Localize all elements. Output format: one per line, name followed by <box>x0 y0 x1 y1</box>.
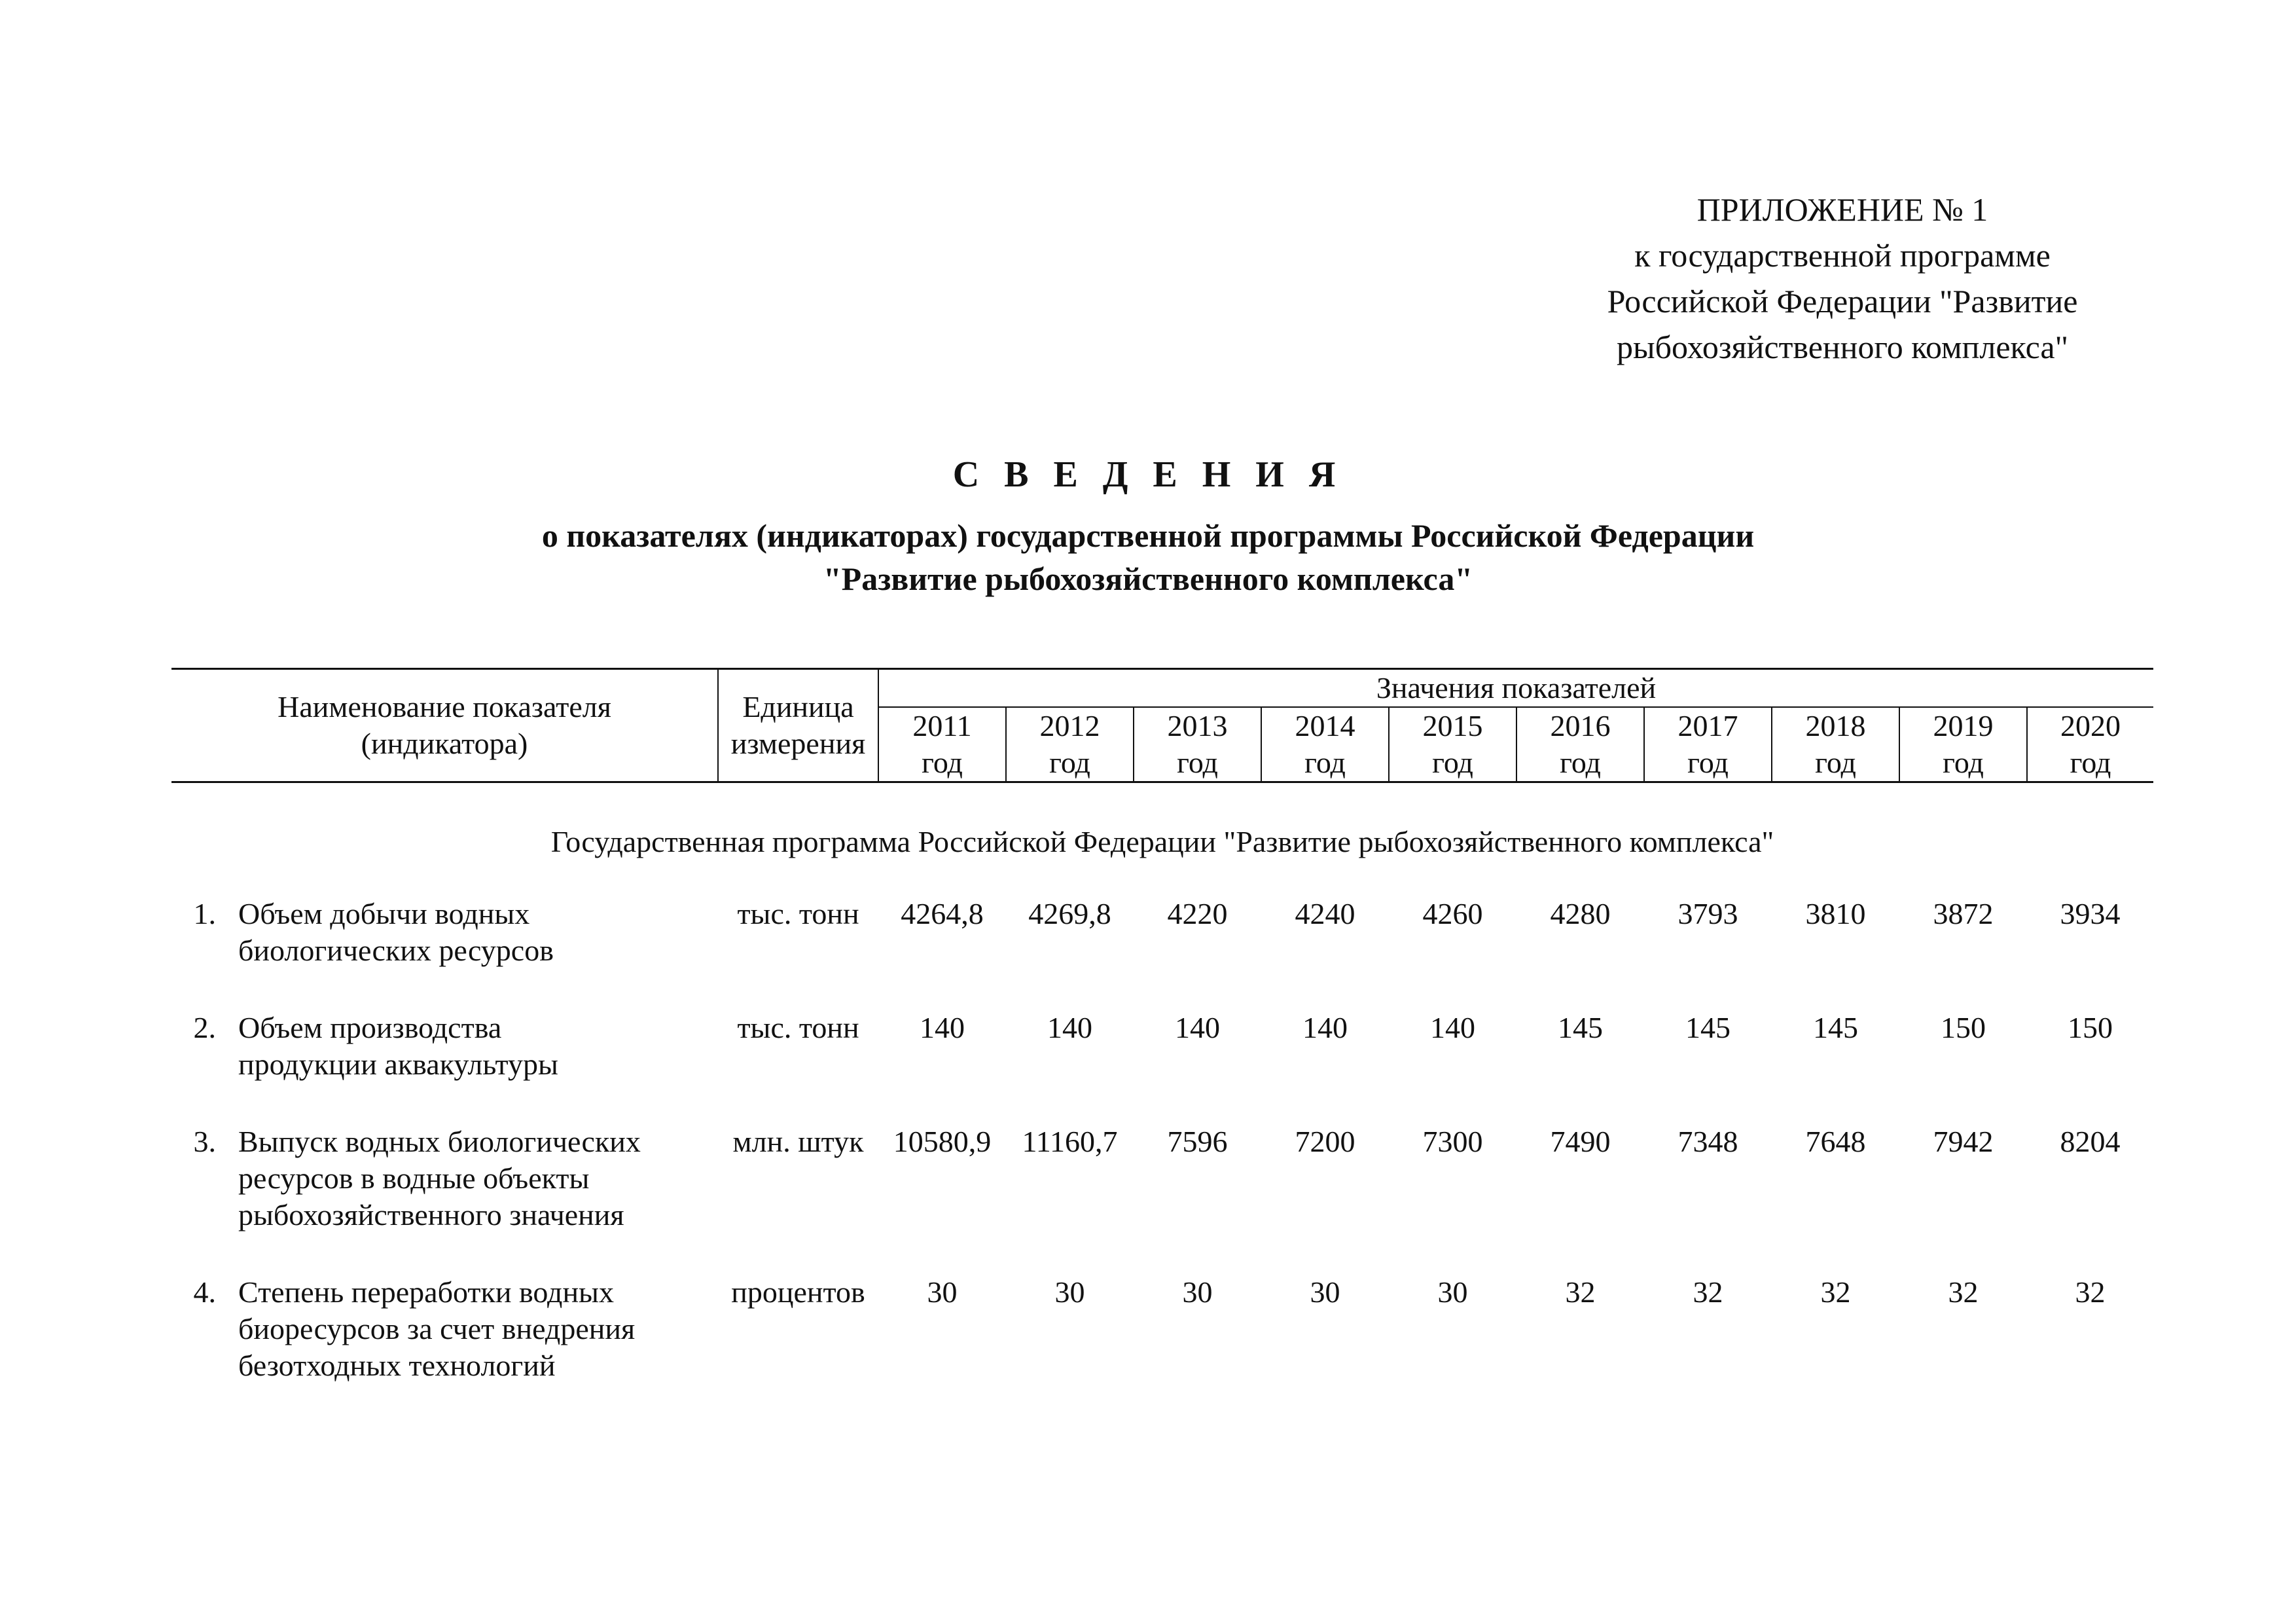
value-2011: 10580,9 <box>893 1125 992 1158</box>
value-2019: 7942 <box>1933 1125 1994 1158</box>
indicator-name-line: биологических ресурсов <box>238 934 554 967</box>
year-suffix: год <box>1177 746 1218 779</box>
header-unit-cell <box>718 669 878 782</box>
year-label: 2011 <box>912 709 972 742</box>
value-2016: 145 <box>1558 1011 1604 1044</box>
year-header-2011 <box>878 707 1006 781</box>
year-suffix: год <box>922 746 963 779</box>
header-unit-line: Единица <box>742 690 854 723</box>
indicator-name-line: Объем производства <box>238 1011 502 1044</box>
value-2017: 145 <box>1685 1011 1731 1044</box>
table-body <box>171 782 2153 1425</box>
appendix-line: рыбохозяйственного комплекса" <box>1616 329 2068 365</box>
header-unit-line: измерения <box>730 727 866 760</box>
indicator-name-line: ресурсов в водные объекты <box>238 1161 590 1195</box>
header-name-cell <box>171 669 718 782</box>
year-header-2019 <box>1899 707 2027 781</box>
indicator-unit: тыс. тонн <box>737 897 859 930</box>
year-label: 2017 <box>1677 709 1738 742</box>
year-header-2018 <box>1772 707 1899 781</box>
table-row <box>171 1274 2153 1425</box>
indicator-name <box>230 1123 718 1274</box>
year-header-2020 <box>2027 707 2153 781</box>
year-label: 2015 <box>1422 709 1483 742</box>
value-2015: 30 <box>1437 1275 1468 1309</box>
indicator-name-line: Объем добычи водных <box>238 897 530 930</box>
value-2011: 4264,8 <box>901 897 984 930</box>
value-2011: 30 <box>927 1275 958 1309</box>
row-number: 2. <box>193 1011 216 1044</box>
year-suffix: год <box>2070 746 2111 779</box>
value-2014: 4240 <box>1295 897 1355 930</box>
year-suffix: год <box>1687 746 1729 779</box>
year-suffix: год <box>1560 746 1601 779</box>
subtitle-line: "Развитие рыбохозяйственного комплекса" <box>823 560 1473 597</box>
value-2018: 32 <box>1820 1275 1851 1309</box>
row-number: 3. <box>193 1125 216 1158</box>
section-row <box>171 782 2153 896</box>
table-row <box>171 896 2153 1010</box>
value-2017: 7348 <box>1677 1125 1738 1158</box>
value-2014: 140 <box>1302 1011 1348 1044</box>
value-2019: 150 <box>1941 1011 1986 1044</box>
value-2020: 32 <box>2075 1275 2106 1309</box>
value-2018: 145 <box>1813 1011 1859 1044</box>
year-header-2015 <box>1389 707 1516 781</box>
document-title: С В Е Д Е Н И Я <box>952 454 1344 495</box>
value-2016: 32 <box>1565 1275 1596 1309</box>
appendix-line: Российской Федерации "Развитие <box>1607 283 2078 319</box>
year-label: 2016 <box>1550 709 1611 742</box>
value-2012: 140 <box>1047 1011 1093 1044</box>
value-2018: 3810 <box>1805 897 1866 930</box>
year-header-2016 <box>1516 707 1644 781</box>
year-suffix: год <box>1815 746 1856 779</box>
table-header <box>171 669 2153 782</box>
indicator-name-line: биоресурсов за счет внедрения <box>238 1312 636 1345</box>
value-2019: 3872 <box>1933 897 1994 930</box>
year-label: 2018 <box>1805 709 1866 742</box>
value-2020: 3934 <box>2060 897 2121 930</box>
indicator-name <box>230 1010 718 1123</box>
value-2020: 8204 <box>2060 1125 2121 1158</box>
subtitle-line: о показателях (индикаторах) государственной программы Российской Федерации <box>541 517 1755 554</box>
year-header-2013 <box>1134 707 1261 781</box>
year-label: 2012 <box>1039 709 1100 742</box>
year-label: 2020 <box>2060 709 2121 742</box>
year-header-2017 <box>1644 707 1772 781</box>
value-2013: 4220 <box>1167 897 1228 930</box>
year-suffix: год <box>1049 746 1090 779</box>
value-2017: 3793 <box>1677 897 1738 930</box>
table-row <box>171 1123 2153 1274</box>
value-2013: 140 <box>1175 1011 1221 1044</box>
indicators-table <box>171 668 2153 1425</box>
value-2018: 7648 <box>1805 1125 1866 1158</box>
indicator-name-line: продукции аквакультуры <box>238 1048 558 1081</box>
value-2015: 7300 <box>1422 1125 1483 1158</box>
indicator-unit: процентов <box>731 1275 865 1309</box>
value-2014: 30 <box>1310 1275 1340 1309</box>
year-header-2014 <box>1261 707 1389 781</box>
header-values-cell: Значения показателей <box>878 669 2153 708</box>
value-2011: 140 <box>920 1011 965 1044</box>
value-2012: 11160,7 <box>1022 1125 1118 1158</box>
value-2013: 7596 <box>1167 1125 1228 1158</box>
value-2016: 7490 <box>1550 1125 1611 1158</box>
year-label: 2019 <box>1933 709 1994 742</box>
value-2013: 30 <box>1182 1275 1213 1309</box>
appendix-block <box>1499 187 2186 370</box>
appendix-line: ПРИЛОЖЕНИЕ № 1 <box>1696 191 1988 228</box>
value-2014: 7200 <box>1295 1125 1355 1158</box>
indicator-name-line: рыбохозяйственного значения <box>238 1198 624 1231</box>
value-2016: 4280 <box>1550 897 1611 930</box>
header-name-line: (индикатора) <box>361 727 528 760</box>
indicator-name-line: Выпуск водных биологических <box>238 1125 641 1158</box>
year-header-2012 <box>1006 707 1134 781</box>
indicator-unit: тыс. тонн <box>737 1011 859 1044</box>
value-2020: 150 <box>2068 1011 2113 1044</box>
indicator-unit: млн. штук <box>732 1125 864 1158</box>
header-name-line: Наименование показателя <box>278 690 611 723</box>
year-suffix: год <box>1943 746 1984 779</box>
year-label: 2014 <box>1295 709 1355 742</box>
year-label: 2013 <box>1167 709 1228 742</box>
table-row <box>171 1010 2153 1123</box>
section-title: Государственная программа Российской Федерации "Развитие рыбохозяйственного комплекса" <box>550 825 1774 858</box>
row-number: 4. <box>193 1275 216 1309</box>
value-2015: 4260 <box>1422 897 1483 930</box>
indicator-name <box>230 1274 718 1425</box>
value-2017: 32 <box>1693 1275 1723 1309</box>
indicator-name-line: безотходных технологий <box>238 1349 556 1382</box>
value-2015: 140 <box>1430 1011 1476 1044</box>
row-number: 1. <box>193 897 216 930</box>
value-2012: 4269,8 <box>1028 897 1111 930</box>
indicator-name-line: Степень переработки водных <box>238 1275 614 1309</box>
value-2012: 30 <box>1054 1275 1085 1309</box>
value-2019: 32 <box>1948 1275 1979 1309</box>
appendix-line: к государственной программе <box>1634 237 2051 274</box>
indicator-name <box>230 896 718 1010</box>
year-suffix: год <box>1432 746 1473 779</box>
document-subtitle <box>0 514 2296 600</box>
year-suffix: год <box>1304 746 1346 779</box>
